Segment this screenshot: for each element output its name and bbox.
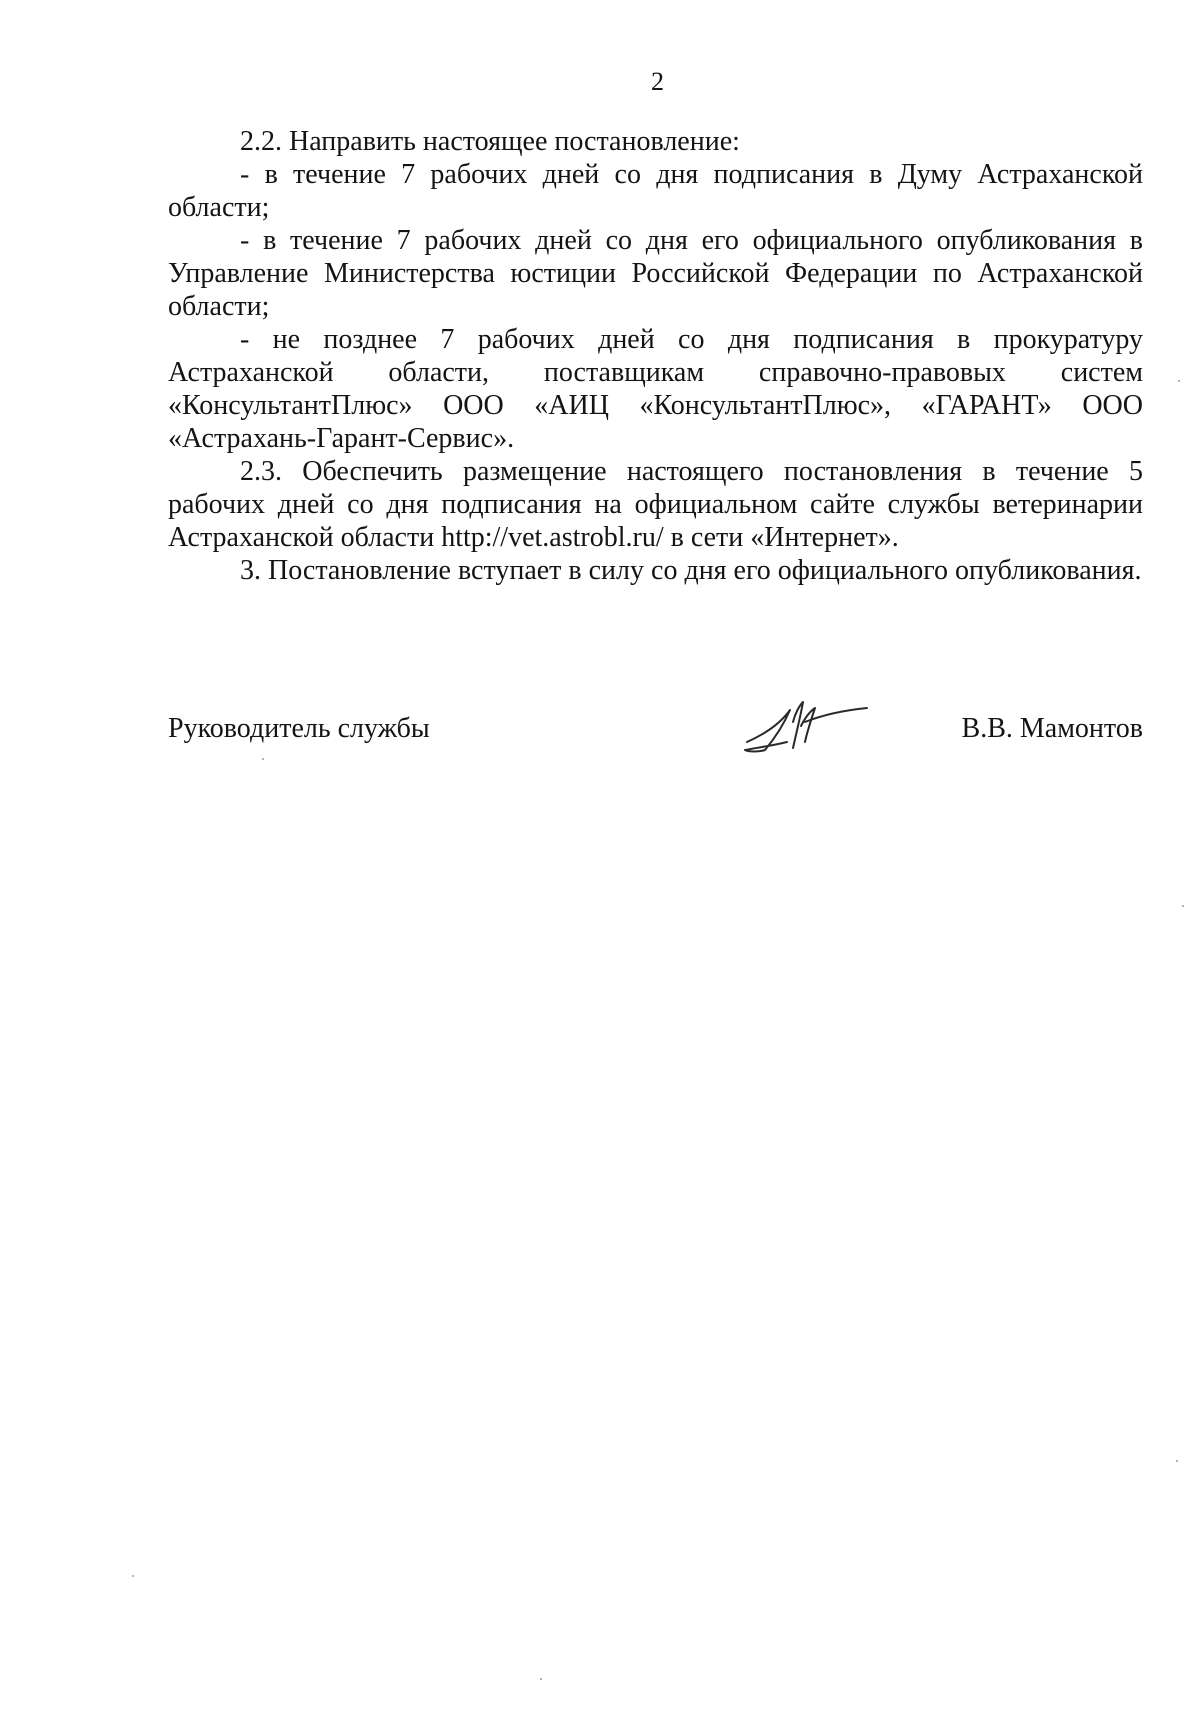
signature-block [168,692,1143,762]
paragraph-2-2: 2.2. Направить настоящее постановление: [240,126,740,157]
scan-speck [1182,905,1184,907]
paragraph-ministry-justice: - в течение 7 рабочих дней со дня его официального опубликования в Управление Министерства юстиции Российской Федерации по Астраханской области; [168,225,1143,322]
scan-speck [1176,1460,1178,1462]
scan-speck [1178,380,1180,382]
scan-speck [132,1575,134,1577]
paragraph-prosecutor: - не позднее 7 рабочих дней со дня подписания в прокуратуру Астраханской области, поставщикам справочно-правовых систем «КонсультантПлюс» ООО «АИЦ «КонсультантПлюс», «ГАРАНТ» ООО «Астрахань-Гарант-Сервис». [168,324,1143,454]
paragraph-2-3: 2.3. Обеспечить размещение настоящего постановления в течение 5 рабочих дней со дня подписания на официальном сайте службы ветеринарии Астраханской области http://vet.astrobl.ru/ в сети «Интернет». [168,456,1143,553]
signatory-title: Руководитель службы [168,713,430,744]
signatory-name: В.В. Мамонтов [961,713,1143,744]
handwritten-signature [735,692,875,762]
document-body [168,125,1143,587]
scan-speck [540,1678,542,1680]
scan-speck [262,758,264,760]
page-number: 2 [651,67,664,96]
paragraph-3: 3. Постановление вступает в силу со дня его официального опубликования. [240,555,1142,586]
paragraph-duma: - в течение 7 рабочих дней со дня подписания в Думу Астраханской области; [168,159,1143,223]
